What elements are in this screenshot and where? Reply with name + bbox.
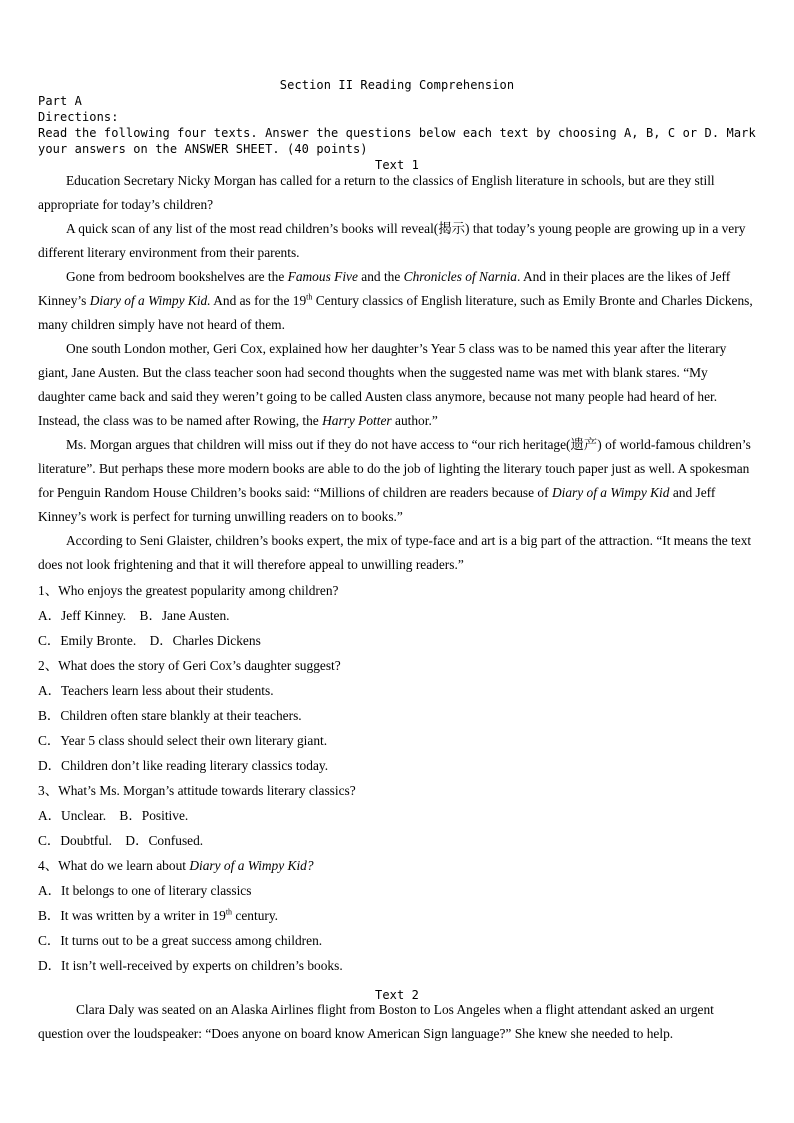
question-options: A．Unclear. B．Positive. [38,808,189,823]
text1-paragraph-2: A quick scan of any list of the most read children’s books will reveal(揭示) that today’s young people are growing up in a very different literary environment from their parents. [38,221,746,260]
question-option: C．Year 5 class should select their own literary giant. [38,733,328,748]
question-option: C．It turns out to be a great success among children. [38,933,323,948]
question-option: B．It was written by a writer in 19th century. [38,907,279,923]
text1-paragraph-4: One south London mother, Geri Cox, explained how her daughter’s Year 5 class was to be named this year after the literary giant, Jane Austen. But the class teacher soon had second thoughts when the suggested name was met with blank stares. “My daughter came back and said they weren’t going to be called Austen class anymore, because not many people had heard of her. Instead, the class was to be named after Rowing, the Harry Potter author.” [38,341,727,428]
part-label: Part A [38,94,82,108]
question-option: B．Children often stare blankly at their teachers. [38,708,302,723]
text1-paragraph-6: According to Seni Glaister, children’s books expert, the mix of type-face and art is a big part of the attraction. “It means the text does not look frightening and that it will therefore appeal to unwilling readers.” [38,533,752,572]
question-1 [38,578,756,653]
question-options: C．Emily Bronte. D．Charles Dickens [38,633,261,648]
text2-heading: Text 2 [375,988,419,1002]
question-stem: 2、What does the story of Geri Cox’s daughter suggest? [38,658,341,673]
question-2 [38,653,756,778]
text1-paragraph-5: Ms. Morgan argues that children will miss out if they do not have access to “our rich heritage(遗产) of world-famous children’s literature”. But perhaps these more modern books are able to do the job of lighting the literary touch paper just as well. A spokesman for Penguin Random House Children’s books said: “Millions of children are readers because of Diary of a Wimpy Kid and Jeff Kinney’s work is perfect for turning unwilling readers on to books.” [38,437,751,524]
question-option: D．It isn’t well-received by experts on children’s books. [38,958,343,973]
question-option: A．It belongs to one of literary classics [38,883,252,898]
text2-paragraph-1: Clara Daly was seated on an Alaska Airlines flight from Boston to Los Angeles when a flight attendant asked an urgent question over the loudspeaker: “Does anyone on board know American Sign language?” She knew she needed to help. [38,1002,714,1041]
header-block [38,77,756,173]
text1-body [38,169,756,978]
question-option: D．Children don’t like reading literary classics today. [38,758,329,773]
directions-label: Directions: [38,110,119,124]
question-options: A．Jeff Kinney. B．Jane Austen. [38,608,230,623]
text1-paragraph-1: Education Secretary Nicky Morgan has called for a return to the classics of English literature in schools, but are they still appropriate for today’s children? [38,173,715,212]
question-stem: 3、What’s Ms. Morgan’s attitude towards literary classics? [38,783,356,798]
text1-heading: Text 1 [375,158,419,172]
section-title: Section II Reading Comprehension [279,78,515,92]
text1-paragraph-3: Gone from bedroom bookshelves are the Famous Five and the Chronicles of Narnia. And in their places are the likes of Jeff Kinney’s Diary of a Wimpy Kid. And as for the 19th Century classics of English literature, such as Emily Bronte and Charles Dickens, many children simply have not heard of them. [38,269,753,332]
text2-body [38,998,756,1046]
question-option: A．Teachers learn less about their students. [38,683,274,698]
question-3 [38,778,756,853]
question-options: C．Doubtful. D．Confused. [38,833,204,848]
question-4 [38,853,756,978]
question-stem: 1、Who enjoys the greatest popularity among children? [38,583,339,598]
question-list [38,578,756,978]
question-stem: 4、What do we learn about Diary of a Wimpy Kid? [38,858,314,873]
directions-text: Read the following four texts. Answer the questions below each text by choosing A, B, C or D. Mark your answers on the ANSWER SHEET. (40 points) [38,126,756,156]
